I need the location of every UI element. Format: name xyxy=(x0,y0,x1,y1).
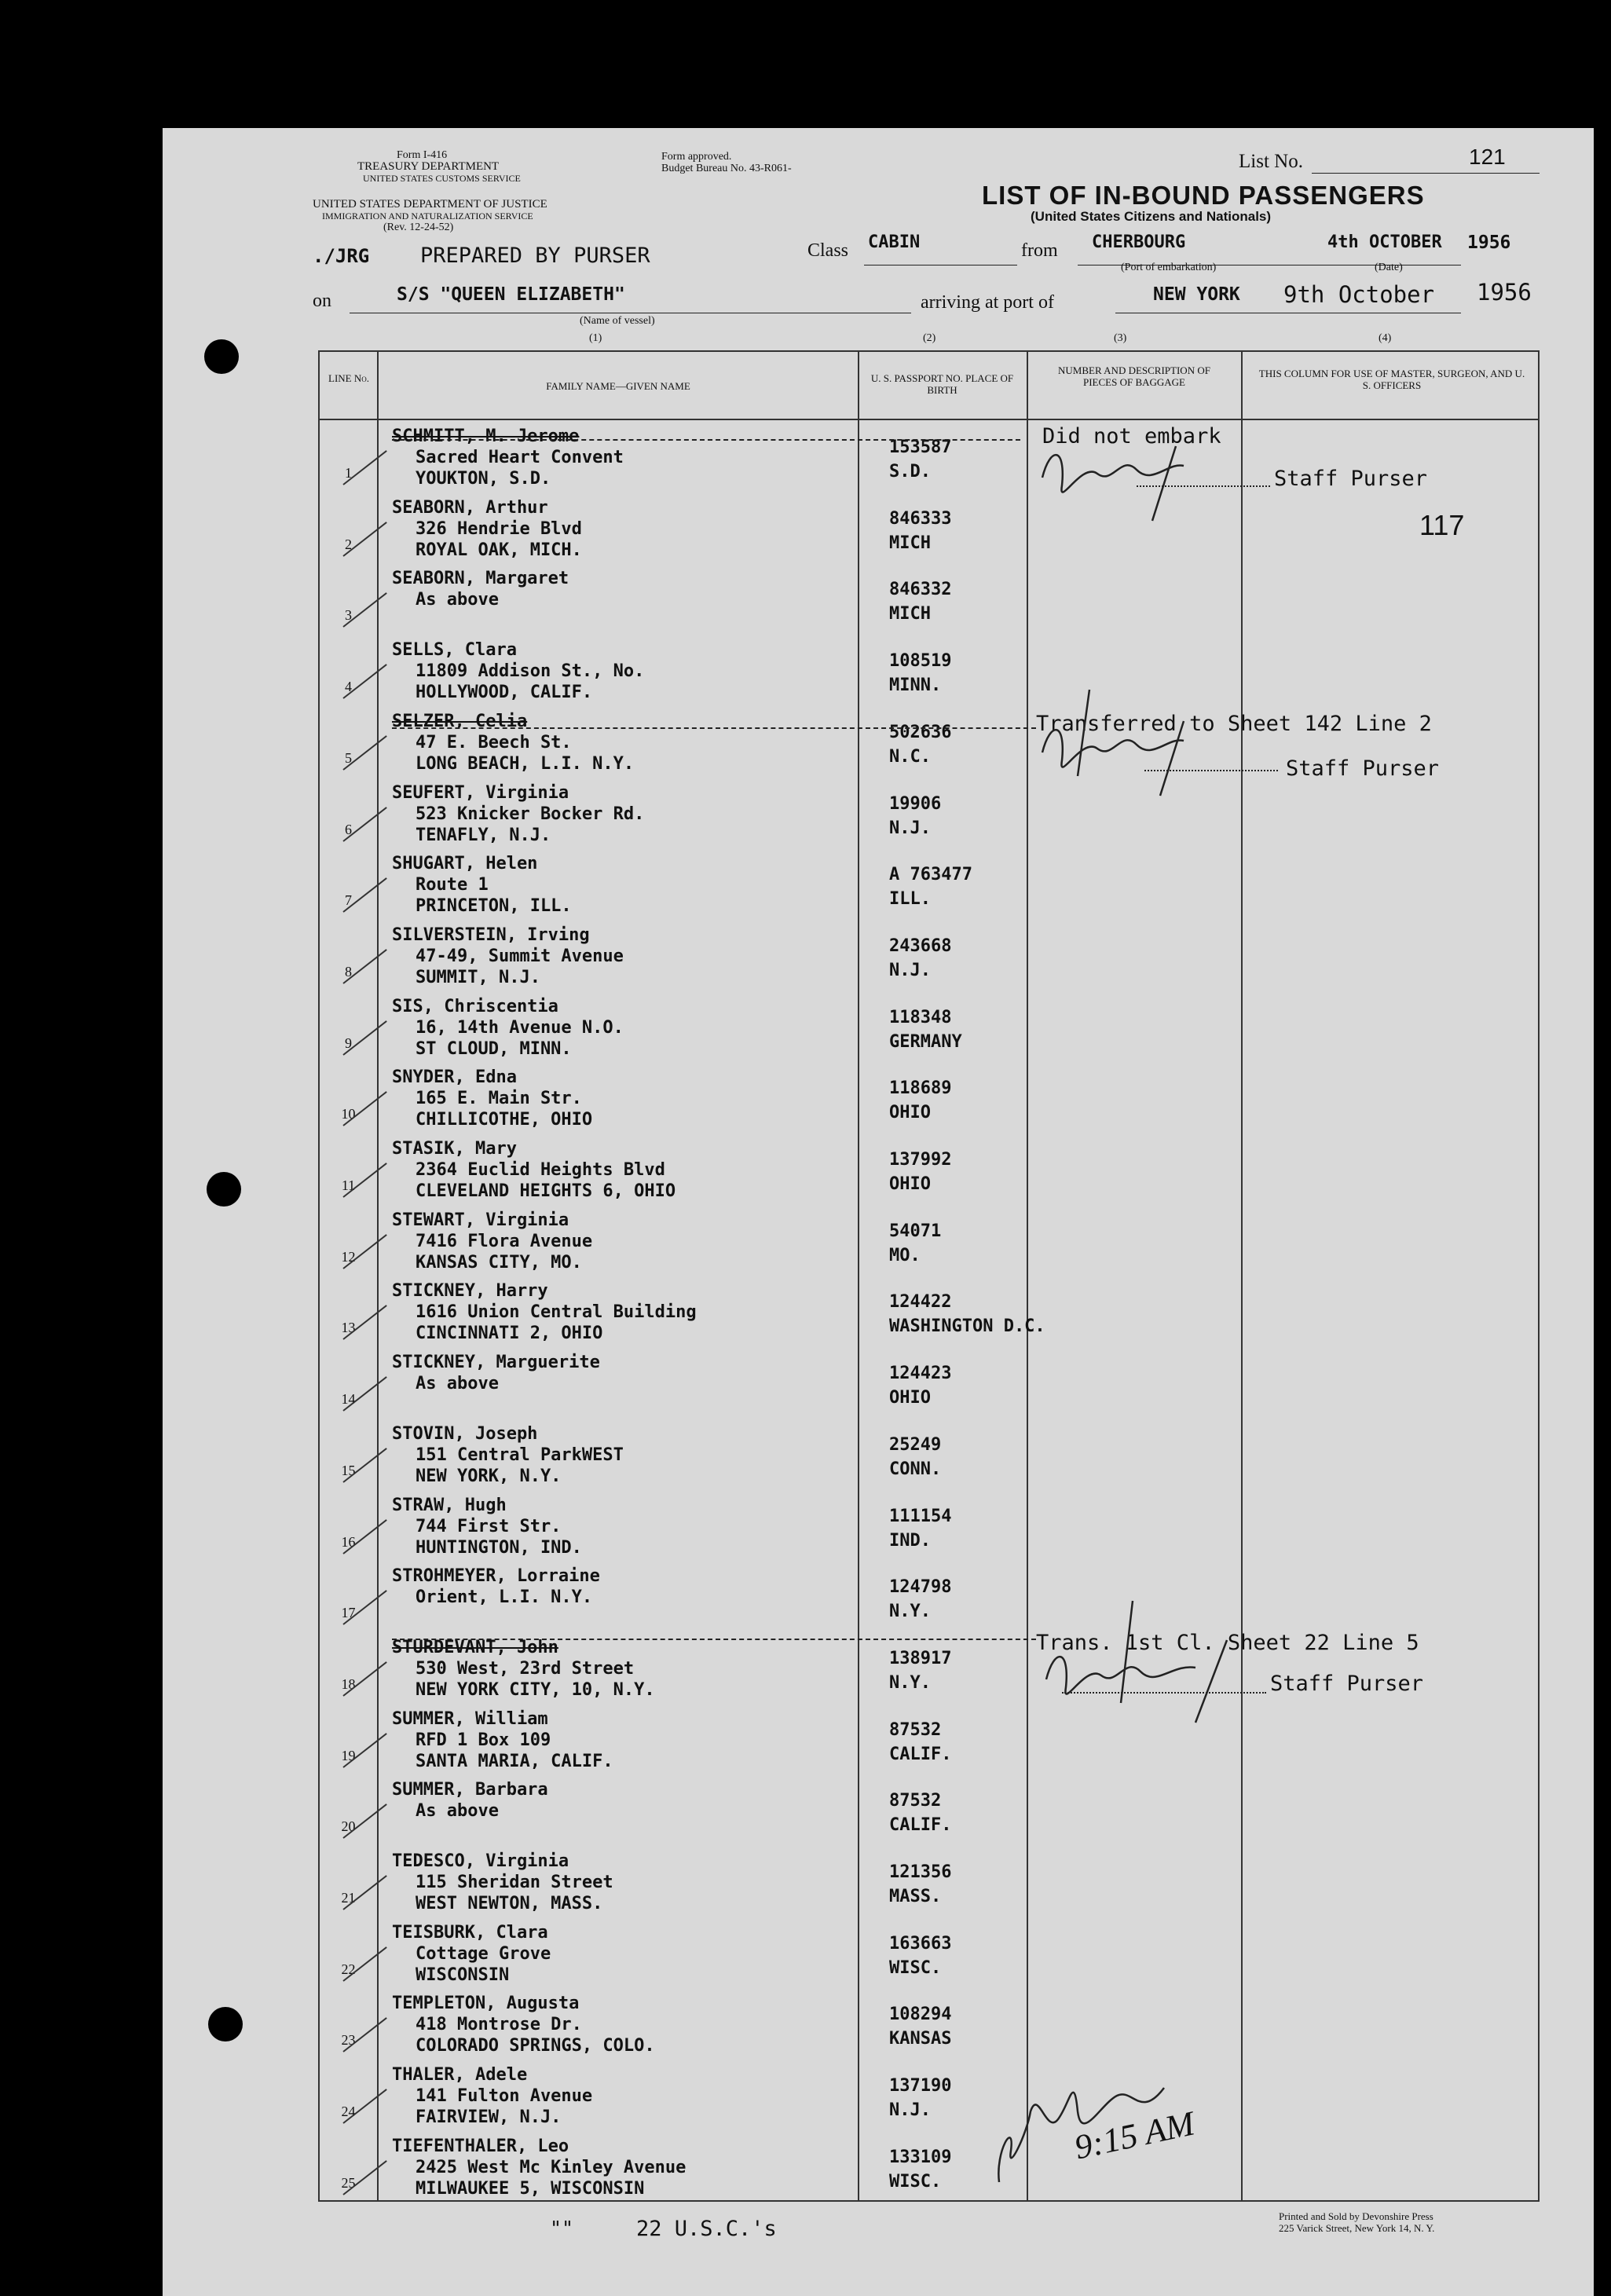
row-line-number: 15 xyxy=(341,1462,356,1478)
passenger-name: STURDEVANT, John xyxy=(392,1637,558,1657)
budget-bureau: Budget Bureau No. 43-R061- xyxy=(661,163,792,174)
row-line-number: 16 xyxy=(341,1533,356,1550)
list-no-value: 121 xyxy=(1469,145,1506,169)
passenger-table xyxy=(318,350,1540,2202)
col-header-name: FAMILY NAME—GIVEN NAME xyxy=(546,380,690,392)
passenger-address-line: Sacred Heart Convent xyxy=(416,448,624,467)
form-subtitle: (United States Citizens and Nationals) xyxy=(1031,209,1272,224)
passenger-address-line: CLEVELAND HEIGHTS 6, OHIO xyxy=(416,1181,676,1201)
row-name-address xyxy=(392,1708,613,1772)
place-of-birth: N.C. xyxy=(889,746,931,767)
row-passport xyxy=(889,1290,1045,1338)
passport-number: 25249 xyxy=(889,1434,942,1455)
passport-number: 846332 xyxy=(889,580,952,600)
passenger-address-line: 1616 Union Central Building xyxy=(416,1302,697,1323)
col-num-2: (2) xyxy=(923,332,936,344)
arriving-label: arriving at port of xyxy=(921,292,1054,313)
passport-number: 163663 xyxy=(889,1933,952,1954)
vessel-name: S/S "QUEEN ELIZABETH" xyxy=(397,284,625,305)
passenger-address-line: TENAFLY, N.J. xyxy=(416,825,551,845)
punch-hole-top xyxy=(204,339,239,374)
row-passport xyxy=(889,649,951,698)
table-row xyxy=(320,1347,1538,1419)
row-line-number: 8 xyxy=(345,963,352,980)
place-of-birth: IND. xyxy=(889,1530,931,1551)
from-label: from xyxy=(1021,240,1058,261)
place-of-birth: CALIF. xyxy=(889,1815,952,1836)
place-of-birth: MICH xyxy=(889,604,931,624)
row18-transfer-note: Trans. 1st Cl. Sheet 22 Line 5 xyxy=(1036,1631,1419,1655)
row-passport xyxy=(889,1575,951,1624)
place-of-birth: MASS. xyxy=(889,1887,942,1906)
passenger-address-line: SANTA MARIA, CALIF. xyxy=(416,1751,613,1771)
row-passport xyxy=(889,1932,951,1980)
row-name-address xyxy=(392,711,634,774)
purser-signature-3 xyxy=(1038,1585,1258,1727)
row-name-address xyxy=(392,639,644,703)
immigration-service: IMMIGRATION AND NATURALIZATION SERVICE xyxy=(322,211,533,222)
row-passport xyxy=(889,1433,941,1481)
passenger-name: TEISBURK, Clara xyxy=(392,1922,548,1943)
place-of-birth: N.Y. xyxy=(889,1672,931,1693)
row18-staff-purser: Staff Purser xyxy=(1270,1672,1424,1696)
passenger-address-line: ROYAL OAK, MICH. xyxy=(416,540,582,560)
row-line-number: 7 xyxy=(345,892,352,909)
row-name-address xyxy=(392,497,582,561)
row5-staff-purser: Staff Purser xyxy=(1286,756,1440,781)
passenger-address-line: 530 West, 23rd Street xyxy=(416,1658,635,1679)
passenger-address-line: 2425 West Mc Kinley Avenue xyxy=(416,2157,687,2177)
place-of-birth: KANSAS xyxy=(889,2029,952,2049)
row-passport xyxy=(889,435,951,484)
row5-strike-line xyxy=(392,727,1036,729)
row-line-number: 13 xyxy=(341,1320,356,1336)
passenger-address-line: Cottage Grove xyxy=(416,1943,551,1964)
row-name-address xyxy=(392,426,624,489)
passenger-name: SUMMER, Barbara xyxy=(392,1780,548,1800)
passenger-address-line: 11809 Addison St., No. xyxy=(416,661,645,682)
passenger-address-line: KANSAS CITY, MO. xyxy=(416,1252,582,1273)
passenger-name: SHUGART, Helen xyxy=(392,854,538,874)
passport-number: 137992 xyxy=(889,1150,952,1170)
passenger-name: SIS, Chriscentia xyxy=(392,996,558,1016)
passport-number: 19906 xyxy=(889,793,942,814)
row-name-address xyxy=(392,1423,624,1487)
class-label: Class xyxy=(807,240,849,261)
row-name-address xyxy=(392,1922,551,1986)
passenger-name: SILVERSTEIN, Irving xyxy=(392,925,590,945)
table-row xyxy=(320,1419,1538,1490)
table-row xyxy=(320,1490,1538,1562)
row-passport xyxy=(889,2145,951,2194)
prepared-by: PREPARED BY PURSER xyxy=(420,244,650,268)
passenger-address-line: 326 Hendrie Blvd xyxy=(416,518,582,539)
passport-number: 124422 xyxy=(889,1292,952,1313)
passenger-address-line: 418 Montrose Dr. xyxy=(416,2015,582,2035)
row-name-address xyxy=(392,1067,592,1130)
place-of-birth: CALIF. xyxy=(889,1744,952,1764)
passenger-address-line: WISCONSIN xyxy=(416,1965,510,1985)
footer-ditto: "" xyxy=(550,2217,574,2239)
passenger-name: STROHMEYER, Lorraine xyxy=(392,1566,600,1587)
passenger-address-line: MILWAUKEE 5, WISCONSIN xyxy=(416,2178,645,2199)
row-passport xyxy=(889,577,951,626)
passenger-name: STASIK, Mary xyxy=(392,1139,517,1159)
row-passport xyxy=(889,1219,941,1268)
row-passport xyxy=(889,1718,951,1767)
row-line-number: 9 xyxy=(345,1034,352,1051)
table-row xyxy=(320,493,1538,564)
passenger-address-line: CINCINNATI 2, OHIO xyxy=(416,1324,603,1344)
passenger-address-line: 16, 14th Avenue N.O. xyxy=(416,1017,624,1038)
col-header-baggage: NUMBER AND DESCRIPTION OF PIECES OF BAGGAGE xyxy=(1058,364,1210,388)
row-line-number: 1 xyxy=(345,465,352,481)
handwritten-time: 9:15 AM xyxy=(1071,2104,1198,2167)
row-passport xyxy=(889,1361,951,1410)
passenger-name: STRAW, Hugh xyxy=(392,1495,507,1515)
place-of-birth: OHIO xyxy=(889,1174,931,1194)
row-line-number: 17 xyxy=(341,1605,356,1621)
passenger-address-line: 165 E. Main Str. xyxy=(416,1089,582,1109)
row-name-address xyxy=(392,1993,655,2056)
passport-number: 111154 xyxy=(889,1506,952,1526)
header-divider xyxy=(320,419,1538,420)
passenger-address-line: SUMMIT, N.J. xyxy=(416,967,540,987)
row-line-number: 19 xyxy=(341,1747,356,1763)
row-name-address xyxy=(392,782,644,846)
table-row xyxy=(320,1561,1538,1632)
passport-number: 54071 xyxy=(889,1221,942,1241)
row-line-number: 4 xyxy=(345,679,352,695)
place-of-birth: OHIO xyxy=(889,1103,931,1123)
row-passport xyxy=(889,2074,951,2122)
passport-number: 108519 xyxy=(889,651,952,672)
date-value: 4th OCTOBER xyxy=(1327,233,1442,252)
row-passport xyxy=(889,1789,951,1837)
passenger-address-line: CHILLICOTHE, OHIO xyxy=(416,1110,593,1130)
passenger-address-line: 115 Sheridan Street xyxy=(416,1873,613,1892)
passenger-name: SUMMER, William xyxy=(392,1708,548,1729)
row-passport xyxy=(889,1148,951,1196)
passenger-address-line: As above xyxy=(416,1374,499,1394)
passport-number: 118689 xyxy=(889,1078,952,1099)
table-row xyxy=(320,635,1538,706)
passenger-address-line: FAIRVIEW, N.J. xyxy=(416,2107,562,2128)
passport-number: 846333 xyxy=(889,508,952,529)
passenger-name: STICKNEY, Marguerite xyxy=(392,1353,600,1373)
passenger-name: SELZER, Celia xyxy=(392,711,528,731)
vessel-caption: (Name of vessel) xyxy=(580,315,655,327)
row-passport xyxy=(889,2002,951,2051)
initials: ./JRG xyxy=(313,245,370,267)
place-of-birth: WASHINGTON D.C. xyxy=(889,1316,1045,1337)
row-line-number: 22 xyxy=(341,1961,356,1977)
passenger-address-line: COLORADO SPRINGS, COLO. xyxy=(416,2036,655,2056)
row-line-number: 25 xyxy=(341,2174,356,2191)
row-passport xyxy=(889,862,972,911)
passenger-address-line: 744 First Str. xyxy=(416,1516,562,1536)
row-name-address xyxy=(392,1637,655,1701)
row-name-address xyxy=(392,1565,600,1608)
passenger-address-line: LONG BEACH, L.I. N.Y. xyxy=(416,753,635,774)
table-row xyxy=(320,1133,1538,1205)
passenger-name: SEABORN, Margaret xyxy=(392,569,569,589)
passport-number: 138917 xyxy=(889,1648,952,1668)
row-line-number: 5 xyxy=(345,749,352,766)
table-row xyxy=(320,778,1538,849)
purser-signature-1 xyxy=(1034,430,1231,525)
col-num-4: (4) xyxy=(1379,332,1392,344)
passenger-name: SCHMITT, M. Jerome xyxy=(392,427,580,446)
purser-signature-2 xyxy=(1034,682,1231,800)
arrival-date: 9th October xyxy=(1283,281,1435,308)
passenger-address-line: 2364 Euclid Heights Blvd xyxy=(416,1160,665,1180)
place-of-birth: MO. xyxy=(889,1245,921,1265)
row-passport xyxy=(889,507,951,555)
passenger-address-line: 523 Knicker Bocker Rd. xyxy=(416,804,645,824)
row-passport xyxy=(889,1005,962,1054)
passport-number: 124798 xyxy=(889,1577,952,1598)
place-of-birth: OHIO xyxy=(889,1388,931,1408)
from-caption: (Port of embarkation) xyxy=(1121,262,1217,273)
row-name-address xyxy=(392,568,569,610)
row-passport xyxy=(889,792,941,840)
passenger-name: STICKNEY, Harry xyxy=(392,1281,548,1302)
table-row xyxy=(320,1205,1538,1276)
passenger-name: THALER, Adele xyxy=(392,2065,528,2085)
passenger-address-line: HOLLYWOOD, CALIF. xyxy=(416,683,593,703)
passenger-name: TEMPLETON, Augusta xyxy=(392,1994,580,2014)
table-row xyxy=(320,1988,1538,2060)
passenger-address-line: HUNTINGTON, IND. xyxy=(416,1537,582,1558)
footer-usc: 22 U.S.C.'s xyxy=(636,2217,777,2241)
passport-number: 87532 xyxy=(889,1791,942,1811)
passenger-name: STOVIN, Joseph xyxy=(392,1423,538,1444)
row-name-address xyxy=(392,1280,697,1344)
table-row xyxy=(320,2060,1538,2131)
passenger-address-line: WEST NEWTON, MASS. xyxy=(416,1894,603,1913)
passport-number: 133109 xyxy=(889,2147,952,2167)
table-row xyxy=(320,2131,1538,2203)
place-of-birth: S.D. xyxy=(889,462,931,482)
row-line-number: 11 xyxy=(341,1177,356,1193)
place-of-birth: N.J. xyxy=(889,960,931,980)
col-header-line: LINE No. xyxy=(328,372,369,384)
table-row xyxy=(320,1062,1538,1133)
passport-number: A 763477 xyxy=(889,865,972,885)
row-name-address xyxy=(392,1779,548,1822)
row-passport xyxy=(889,934,951,983)
row1-strike-line xyxy=(392,439,1020,441)
row-name-address xyxy=(392,1138,676,1202)
form-approved: Form approved. xyxy=(661,151,732,163)
row-line-number: 3 xyxy=(345,607,352,624)
col-header-passport: U. S. PASSPORT NO. PLACE OF BIRTH xyxy=(870,372,1014,396)
form-number: Form I-416 xyxy=(397,149,448,161)
place-of-birth: MICH xyxy=(889,533,931,553)
row-name-address xyxy=(392,925,624,988)
col-num-1: (1) xyxy=(589,332,602,344)
row-name-address xyxy=(392,2136,686,2199)
row1-staff-purser: Staff Purser xyxy=(1274,467,1428,491)
passenger-address-line: 7416 Flora Avenue xyxy=(416,1231,593,1251)
table-row xyxy=(320,1917,1538,1989)
justice-department: UNITED STATES DEPARTMENT OF JUSTICE xyxy=(313,198,547,211)
arrival-year: 1956 xyxy=(1477,279,1532,306)
table-row xyxy=(320,920,1538,991)
table-row xyxy=(320,1846,1538,1917)
place-of-birth: MINN. xyxy=(889,676,942,696)
on-label: on xyxy=(313,291,331,311)
row1-did-not-embark: Did not embark xyxy=(1042,424,1221,449)
form-title: LIST OF IN-BOUND PASSENGERS xyxy=(982,181,1425,210)
row-line-number: 10 xyxy=(341,1106,356,1122)
passport-number: 118348 xyxy=(889,1007,952,1027)
passenger-address-line: 47 E. Beech St. xyxy=(416,732,572,753)
class-value: CABIN xyxy=(868,233,921,252)
passport-number: 108294 xyxy=(889,2005,952,2025)
passenger-address-line: NEW YORK CITY, 10, N.Y. xyxy=(416,1679,655,1700)
row-passport xyxy=(889,1860,951,1909)
row-name-address xyxy=(392,1210,592,1273)
table-row xyxy=(320,1704,1538,1775)
row-name-address xyxy=(392,1495,582,1558)
passenger-address-line: Route 1 xyxy=(416,875,489,895)
passenger-name: STEWART, Virginia xyxy=(392,1210,569,1230)
col-num-3: (3) xyxy=(1114,332,1127,344)
passport-number: 87532 xyxy=(889,1719,942,1740)
passport-number: 124423 xyxy=(889,1364,952,1384)
passenger-address-line: 47-49, Summit Avenue xyxy=(416,946,624,966)
passenger-address-line: Orient, L.I. N.Y. xyxy=(416,1587,593,1608)
row-line-number: 14 xyxy=(341,1391,356,1408)
list-no-label: List No. xyxy=(1239,151,1303,172)
printer-line-1: Printed and Sold by Devonshire Press xyxy=(1279,2210,1433,2222)
place-of-birth: WISC. xyxy=(889,1957,942,1978)
passenger-name: SEABORN, Arthur xyxy=(392,497,548,518)
passport-number: 502636 xyxy=(889,722,952,742)
passenger-name: SNYDER, Edna xyxy=(392,1067,517,1088)
passenger-name: SEUFERT, Virginia xyxy=(392,782,569,803)
row-passport xyxy=(889,1504,951,1553)
place-of-birth: ILL. xyxy=(889,889,931,910)
passenger-name: TEDESCO, Virginia xyxy=(392,1851,569,1871)
table-row xyxy=(320,991,1538,1063)
passenger-address-line: 141 Fulton Avenue xyxy=(416,2086,593,2107)
passenger-address-line: YOUKTON, S.D. xyxy=(416,469,551,489)
row-passport xyxy=(889,1646,951,1695)
punch-hole-bottom xyxy=(208,2007,243,2041)
row-line-number: 6 xyxy=(345,821,352,837)
place-of-birth: GERMANY xyxy=(889,1031,962,1052)
passport-number: 137190 xyxy=(889,2076,952,2096)
date-caption: (Date) xyxy=(1375,262,1403,273)
row-line-number: 20 xyxy=(341,1818,356,1835)
table-row xyxy=(320,1774,1538,1846)
row2-count: 117 xyxy=(1419,509,1465,541)
row-name-address xyxy=(392,1352,600,1394)
revision: (Rev. 12-24-52) xyxy=(383,222,454,233)
row-line-number: 21 xyxy=(341,1890,356,1906)
place-of-birth: N.Y. xyxy=(889,1602,931,1622)
row-name-address xyxy=(392,853,572,917)
passenger-address-line: RFD 1 Box 109 xyxy=(416,1730,551,1750)
date-year: 1956 xyxy=(1467,233,1511,253)
place-of-birth: WISC. xyxy=(889,2171,942,2192)
row-name-address xyxy=(392,996,624,1060)
place-of-birth: CONN. xyxy=(889,1459,942,1479)
passport-number: 243668 xyxy=(889,936,952,956)
passenger-address-line: ST CLOUD, MINN. xyxy=(416,1038,572,1059)
passenger-address-line: 151 Central ParkWEST xyxy=(416,1445,624,1465)
passenger-name: TIEFENTHALER, Leo xyxy=(392,2136,569,2156)
table-row xyxy=(320,848,1538,920)
row-line-number: 24 xyxy=(341,2104,356,2120)
punch-hole-middle xyxy=(207,1172,241,1207)
customs-service: UNITED STATES CUSTOMS SERVICE xyxy=(363,173,521,184)
table-row xyxy=(320,563,1538,635)
place-of-birth: N.J. xyxy=(889,818,931,838)
table-row xyxy=(320,1276,1538,1347)
passenger-name: SELLS, Clara xyxy=(392,640,517,661)
passport-number: 153587 xyxy=(889,438,952,457)
row-name-address xyxy=(392,1851,613,1914)
arrival-port: NEW YORK xyxy=(1153,284,1240,305)
passenger-address-line: NEW YORK, N.Y. xyxy=(416,1466,562,1486)
treasury-department: TREASURY DEPARTMENT xyxy=(357,160,500,173)
passenger-address-line: As above xyxy=(416,1801,499,1822)
list-no-line xyxy=(1312,173,1540,174)
printer-line-2: 225 Varick Street, New York 14, N. Y. xyxy=(1279,2222,1435,2234)
row18-strike-line xyxy=(392,1639,1036,1640)
row5-transfer-note: Transferred to Sheet 142 Line 2 xyxy=(1036,712,1432,736)
row-name-address xyxy=(392,2064,592,2128)
passenger-address-line: PRINCETON, ILL. xyxy=(416,896,572,917)
passport-number: 121356 xyxy=(889,1862,952,1882)
place-of-birth: N.J. xyxy=(889,2100,931,2121)
col-header-officers: THIS COLUMN FOR USE OF MASTER, SURGEON, AND U. S. OFFICERS xyxy=(1258,368,1525,391)
row-line-number: 12 xyxy=(341,1248,356,1265)
row-line-number: 2 xyxy=(345,536,352,552)
passenger-address-line: As above xyxy=(416,590,499,610)
row-line-number: 23 xyxy=(341,2032,356,2049)
row-passport xyxy=(889,1076,951,1125)
from-value: CHERBOURG xyxy=(1092,233,1186,252)
row-line-number: 18 xyxy=(341,1675,356,1692)
